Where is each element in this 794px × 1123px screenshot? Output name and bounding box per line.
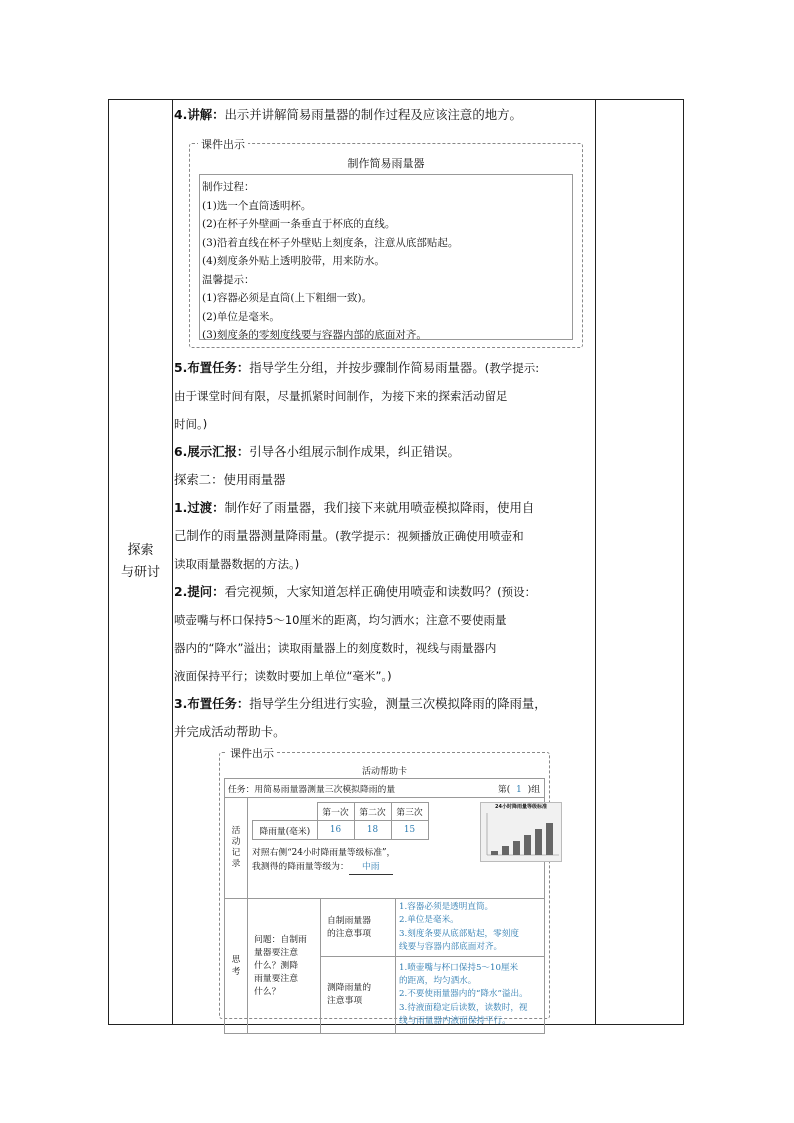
step-4: 4.讲解：出示并讲解简易雨量器的制作过程及应该注意的地方。 — [174, 107, 522, 122]
rain-level-mini-chart: 24小时降雨量等级标准 — [480, 802, 562, 862]
courseware-tag-2: 课件出示 — [227, 745, 277, 761]
column-divider-right — [595, 100, 596, 1024]
card-title: 活动帮助卡 — [361, 767, 407, 777]
section-label: 探索 与研讨 — [120, 543, 160, 580]
column-divider-left — [172, 100, 173, 1024]
answer-2: 1.喷壶嘴与杯口保持5～10厘米 的距离，均匀洒水。 2.不要使雨量器内的“降水”溢出。 3.待液面稳定后读数，读数时，视 线与雨量器内液面保持平行。 — [399, 962, 528, 1026]
record-label: 活动记录 — [231, 826, 241, 869]
box1-title: 制作简易雨量器 — [347, 157, 425, 170]
box1-content: 制作过程： (1)选一个直筒透明杯。 (2)在杯子外壁画一条垂直于杯底的直线。 (3)沿着直线在杯子外壁贴上刻度条，注意从底部贴起。 (4)刻度条外贴上透明胶带，用来防水。 温馨提示： (1)容器必须是直筒(上下粗细一致)。 (2)单位是毫米。 (3)刻度条的零刻度线要与容器内部的底面对齐。 — [199, 174, 573, 340]
think-question: 问题：自制雨 量器要注意 什么？测降 雨量要注意 什么？ — [248, 899, 321, 1034]
level-answer: 中雨 — [349, 860, 393, 875]
answer-1: 1.容器必须是透明直筒。 2.单位是毫米。 3.刻度条要从底部贴起，零刻度 线要与容器内部底面对齐。 — [399, 902, 519, 952]
activity-card: 任务：用简易雨量器测量三次模拟降雨的量 第( 1 )组 活动记录 第一次 第二次 第三次 降雨量(毫米) 16 18 15 对照右侧“24小时降雨量等级标准”， 我测得的降雨量等级为： 中雨 24小时降雨量等级标准 思考 问题：自制雨 量器要注意 什么？测降 雨量要注意 什么？ 自制雨量器 的注意事项 1.容器必须是透明直筒。 2.单位是毫米。 3.刻度条要从底部贴起，零刻度 线要与容器内部底面对齐。 测降雨量的 注意事项 1.喷壶嘴与杯口保持5～10厘米 的距离，均匀洒水。 2.不要使雨量器内的“降水”溢出。 3.待液面稳定后读数，读数时，视 线与雨量器内液面保持平行。 — [224, 778, 545, 1034]
steps-body: 5.布置任务：指导学生分组，并按步骤制作简易雨量器。(教学提示: 由于课堂时间有限，尽量抓紧时间制作，为接下来的探索活动留足 时间。) 6.展示汇报：引导各小组展示制作成果，纠正错误。 探索二：使用雨量器 1.过渡：制作好了雨量器，我们接下来就用喷壶模拟降雨，使用自 己制作的雨量器测量降雨量。(教学提示：视频播放正确使用喷壶和 读取雨量器数据的方法。) 2.提问：看完视频，大家知道怎样正确使用喷壶和读数吗？(预设： 喷壶嘴与杯口保持5～10厘米的距离，均匀洒水；注意不要使雨量 器内的“降水”溢出；读取雨量器上的刻度数时，视线与雨量器内 液面保持平行；读数时要加上单位“毫米”。) 3.布置任务：指导学生分组进行实验，测量三次模拟降雨的降雨量， 并完成活动帮助卡。 — [174, 354, 594, 746]
courseware-tag: 课件出示 — [198, 136, 248, 152]
mini-chart-bars — [481, 811, 561, 861]
explore-two-heading: 探索二：使用雨量器 — [174, 472, 286, 487]
think-label: 思考 — [231, 955, 241, 977]
